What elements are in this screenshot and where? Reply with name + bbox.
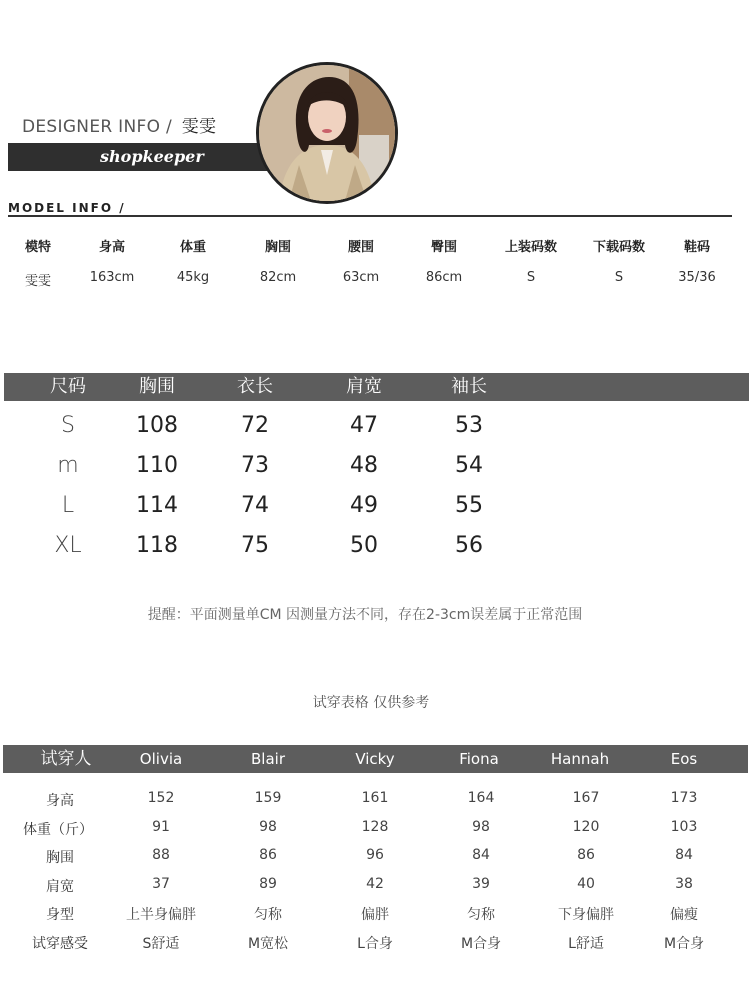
- tryon-table-title: 试穿表格 仅供参考: [312, 695, 430, 711]
- size-row-3-shoulder: 50: [350, 533, 378, 558]
- fit-row-label: 胸围: [46, 850, 74, 866]
- size-header-sleeve: 袖长: [451, 376, 487, 397]
- fit-header-hannah: Hannah: [550, 750, 610, 768]
- size-row-3-bust: 118: [136, 533, 178, 558]
- fit-cell: 98: [472, 819, 490, 835]
- fit-cell: 38: [675, 876, 693, 892]
- size-row-2-size: L: [61, 493, 75, 518]
- fit-cell: 86: [259, 847, 277, 863]
- fit-cell: 84: [472, 847, 490, 863]
- size-row-1-sleeve: 54: [455, 453, 483, 478]
- size-row-0-shoulder: 47: [350, 413, 378, 438]
- fit-cell: L合身: [357, 936, 393, 952]
- avatar-photo-icon: [259, 65, 395, 201]
- fit-row-label: 体重（斤）: [23, 822, 93, 838]
- model-info-divider: [8, 215, 732, 217]
- fit-cell: 161: [361, 790, 389, 806]
- model-header-hip: 臀围: [430, 240, 457, 255]
- size-row-1-shoulder: 48: [350, 453, 378, 478]
- size-row-3-length: 75: [241, 533, 269, 558]
- fit-cell: 下身偏胖: [558, 907, 614, 923]
- fit-header-blair: Blair: [251, 750, 285, 768]
- fit-cell: 42: [366, 876, 384, 892]
- size-row-3-sleeve: 56: [455, 533, 483, 558]
- size-header-length: 衣长: [237, 376, 273, 397]
- size-row-2-sleeve: 55: [455, 493, 483, 518]
- model-header-height: 身高: [98, 240, 125, 255]
- fit-cell: 偏瘦: [670, 907, 698, 923]
- fit-cell: L舒适: [568, 936, 604, 952]
- fit-cell: 匀称: [467, 907, 495, 923]
- fit-row-label: 身高: [46, 793, 74, 809]
- fit-row-label: 身型: [46, 907, 74, 923]
- designer-name: 雯雯: [181, 117, 217, 137]
- fit-header-eos: Eos: [670, 750, 698, 768]
- fit-header-fiona: Fiona: [459, 750, 499, 768]
- fit-header-olivia: Olivia: [139, 750, 183, 768]
- model-header-weight: 体重: [179, 240, 206, 255]
- fit-row-label: 试穿感受: [32, 936, 88, 952]
- model-value-bust: 82cm: [259, 270, 297, 285]
- fit-cell: 91: [152, 819, 170, 835]
- model-info-title: MODEL INFO /: [8, 201, 126, 215]
- model-value-top-size: S: [526, 270, 536, 285]
- size-row-2-bust: 114: [136, 493, 178, 518]
- size-header-size: 尺码: [50, 376, 86, 397]
- model-value-weight: 45kg: [176, 270, 210, 285]
- measurement-note: 提醒：平面测量单CM 因测量方法不同，存在2-3cm误差属于正常范围: [147, 607, 583, 623]
- fit-header-vicky: Vicky: [355, 750, 395, 768]
- fit-cell: 103: [670, 819, 698, 835]
- fit-cell: 167: [572, 790, 600, 806]
- model-header-waist: 腰围: [347, 240, 374, 255]
- model-header-model: 模特: [24, 240, 51, 255]
- fit-cell: 173: [670, 790, 698, 806]
- fit-cell: 120: [572, 819, 600, 835]
- designer-title: [22, 112, 216, 137]
- fit-cell: 40: [577, 876, 595, 892]
- size-row-3-size: XL: [54, 533, 82, 558]
- fit-cell: 39: [472, 876, 490, 892]
- fit-cell: 84: [675, 847, 693, 863]
- model-value-shoe-size: 35/36: [678, 270, 716, 285]
- fit-cell: 上半身偏胖: [126, 907, 196, 923]
- size-header-shoulder: 肩宽: [346, 376, 382, 397]
- fit-cell: 164: [467, 790, 495, 806]
- size-row-1-bust: 110: [136, 453, 178, 478]
- model-header-top-size: 上装码数: [504, 240, 557, 255]
- fit-cell: 128: [361, 819, 389, 835]
- fit-header-tester: 试穿人: [40, 749, 92, 769]
- fit-cell: 89: [259, 876, 277, 892]
- fit-cell: 96: [366, 847, 384, 863]
- fit-row-label: 肩宽: [46, 879, 74, 895]
- model-header-bottom-size: 下载码数: [592, 240, 645, 255]
- model-value-waist: 63cm: [342, 270, 380, 285]
- model-value-height: 163cm: [89, 270, 135, 285]
- shopkeeper-label: shopkeeper: [100, 147, 204, 166]
- size-row-2-length: 74: [241, 493, 269, 518]
- fit-cell: 152: [147, 790, 175, 806]
- size-row-0-length: 72: [241, 413, 269, 438]
- fit-cell: M合身: [460, 936, 502, 952]
- fit-cell: 86: [577, 847, 595, 863]
- fit-cell: S舒适: [142, 936, 180, 952]
- size-row-1-size: m: [57, 453, 79, 478]
- fit-cell: 88: [152, 847, 170, 863]
- model-header-shoe-size: 鞋码: [683, 240, 710, 255]
- fit-cell: 159: [254, 790, 282, 806]
- model-value-model: 雯雯: [24, 274, 51, 289]
- fit-cell: 98: [259, 819, 277, 835]
- model-value-hip: 86cm: [425, 270, 463, 285]
- fit-cell: 37: [152, 876, 170, 892]
- size-row-0-bust: 108: [136, 413, 178, 438]
- fit-cell: 匀称: [254, 907, 282, 923]
- size-row-1-length: 73: [241, 453, 269, 478]
- designer-title-label: DESIGNER INFO /: [22, 117, 173, 137]
- model-value-bottom-size: S: [614, 270, 624, 285]
- size-row-0-sleeve: 53: [455, 413, 483, 438]
- fit-cell: M合身: [663, 936, 705, 952]
- model-header-bust: 胸围: [264, 240, 291, 255]
- size-header-bust: 胸围: [139, 376, 175, 397]
- size-row-0-size: S: [61, 413, 75, 438]
- designer-avatar: [256, 62, 398, 204]
- fit-cell: M宽松: [247, 936, 289, 952]
- size-row-2-shoulder: 49: [350, 493, 378, 518]
- fit-cell: 偏胖: [361, 907, 389, 923]
